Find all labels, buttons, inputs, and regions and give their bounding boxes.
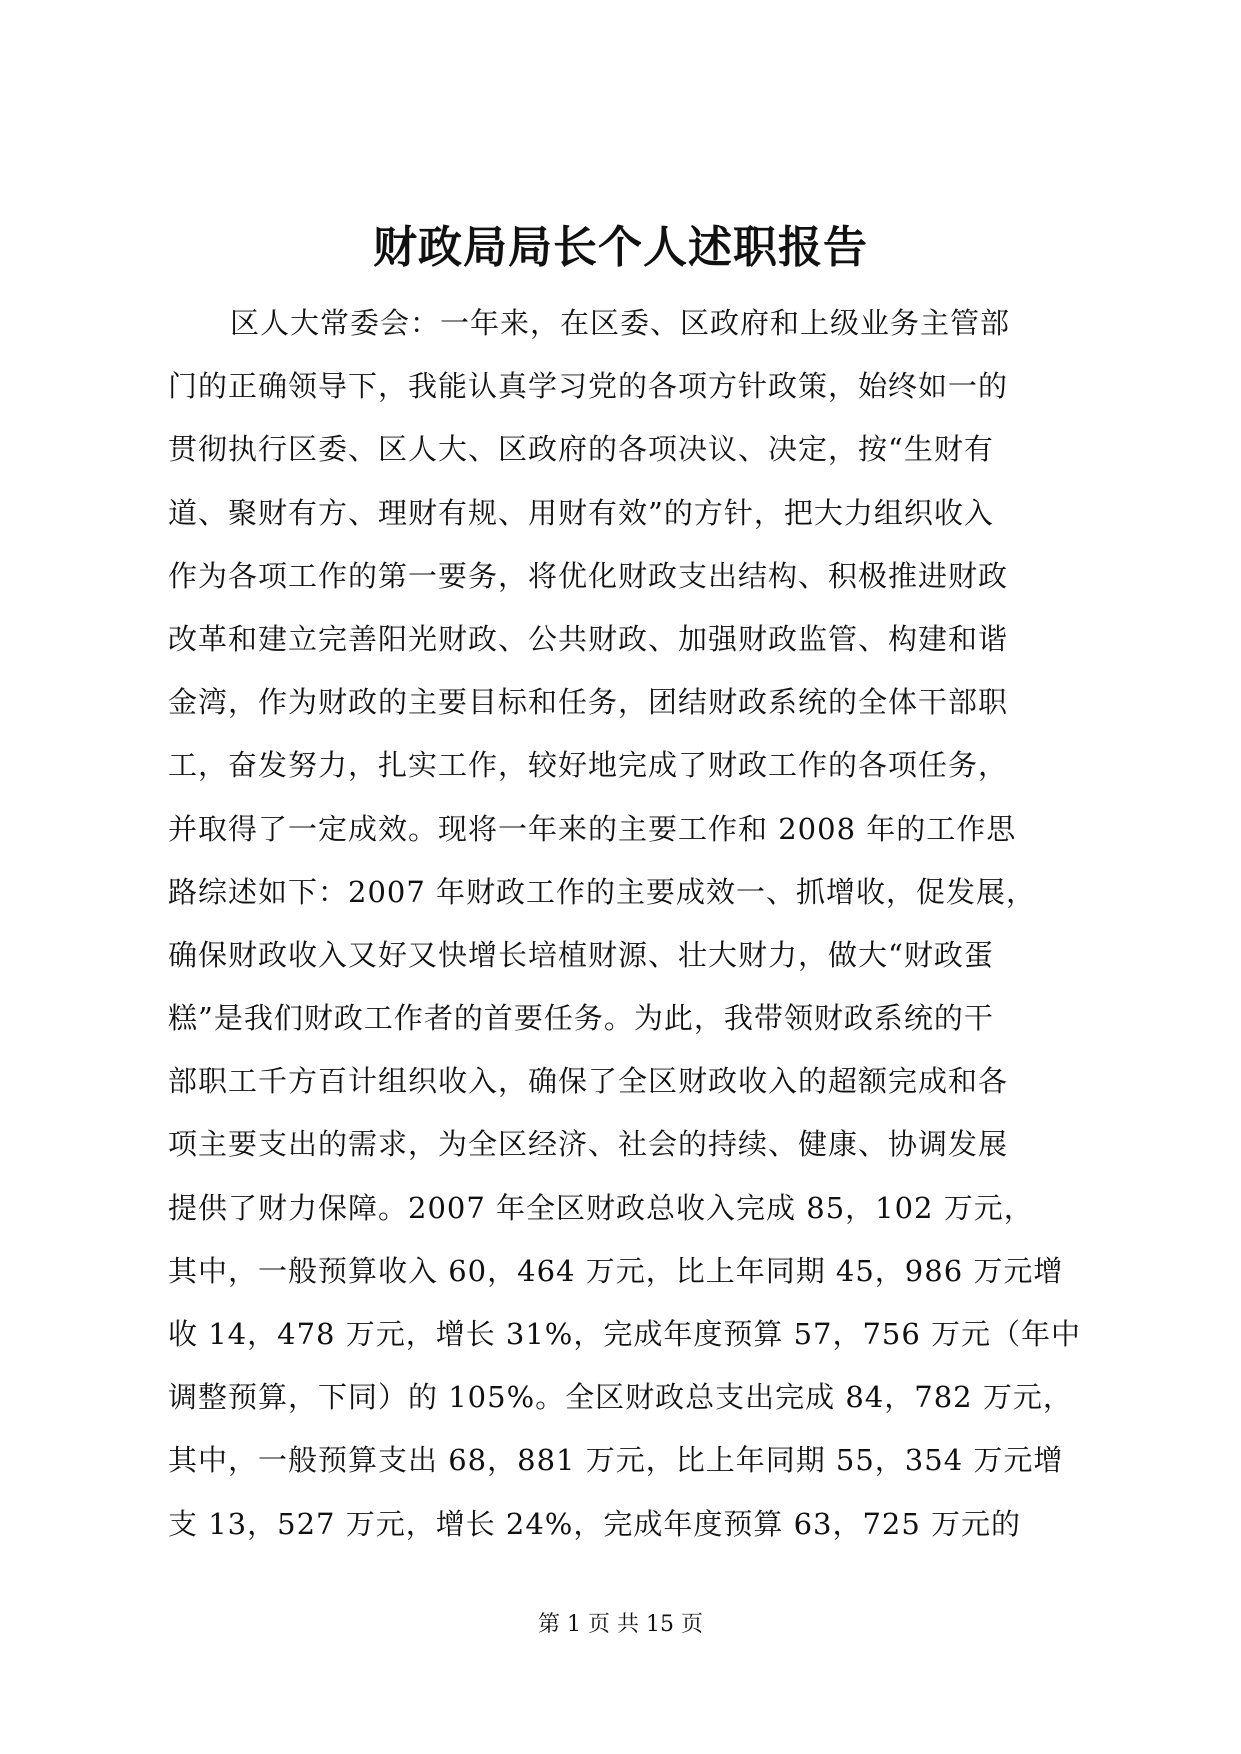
body-line: 改革和建立完善阳光财政、公共财政、加强财政监管、构建和谐 [168,621,1009,656]
body-line: 金湾，作为财政的主要目标和任务，团结财政系统的全体干部职 [168,685,1009,720]
body-line: 调整预算，下同）的 105%。全区财政总支出完成 84，782 万元， [168,1380,1073,1415]
body-line: 贯彻执行区委、区人大、区政府的各项决议、决定，按“生财有 [168,432,994,467]
body-line: 并取得了一定成效。现将一年来的主要工作和 2008 年的工作思 [168,811,1017,846]
page-number-footer: 第 1 页 共 15 页 [538,1612,703,1637]
body-line: 道、聚财有方、理财有规、用财有效”的方针，把大力组织收入 [168,495,994,530]
body-line: 门的正确领导下，我能认真学习党的各项方针政策，始终如一的 [168,369,1009,404]
body-line: 支 13，527 万元，增长 24%，完成年度预算 63，725 万元的 [168,1506,1022,1541]
body-line: 收 14，478 万元，增长 31%，完成年度预算 57，756 万元（年中 [168,1317,1082,1351]
body-line: 路综述如下：2007 年财政工作的主要成效一、抓增收，促发展， [168,874,1037,909]
document-body [168,292,1088,1556]
body-line: 其中，一般预算支出 68，881 万元，比上年同期 55，354 万元增 [168,1443,1064,1478]
body-line: 确保财政收入又好又快增长培植财源、壮大财力，做大“财政蛋 [168,937,994,972]
body-line: 工，奋发努力，扎实工作，较好地完成了财政工作的各项任务， [168,748,1009,783]
body-line: 项主要支出的需求，为全区经济、社会的持续、健康、协调发展 [168,1127,1009,1162]
body-line: 区人大常委会：一年来，在区委、区政府和上级业务主管部 [230,306,1011,340]
body-line: 部职工千方百计组织收入，确保了全区财政收入的超额完成和各 [168,1064,1009,1099]
body-line: 作为各项工作的第一要务，将优化财政支出结构、积极推进财政 [168,558,1009,593]
body-line: 提供了财力保障。2007 年全区财政总收入完成 85，102 万元， [168,1190,1034,1225]
body-line: 糕”是我们财政工作者的首要任务。为此，我带领财政系统的干 [168,1001,994,1036]
document-title: 财政局局长个人述职报告 [373,222,868,273]
body-line: 其中，一般预算收入 60，464 万元，比上年同期 45，986 万元增 [168,1253,1064,1288]
